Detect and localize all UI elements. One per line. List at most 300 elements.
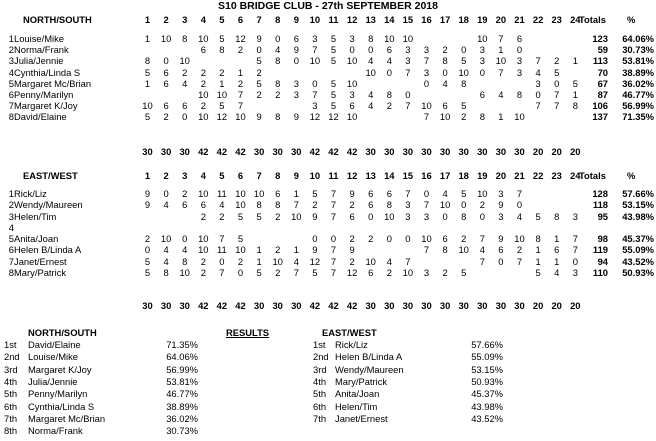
score-cell: 6 — [368, 199, 374, 211]
score-cell: 5 — [461, 55, 467, 67]
score-cell: 8 — [516, 89, 523, 100]
score-cell: 5 — [461, 266, 467, 278]
score-cell: 3 — [312, 33, 318, 44]
score-cell: 2 — [200, 210, 206, 222]
score-cell: 6 — [442, 100, 448, 112]
score-cell: 5 — [256, 210, 262, 222]
score-cell: 0 — [349, 44, 355, 56]
score-cell: 3 — [572, 210, 578, 222]
score-cell: 1 — [237, 66, 244, 78]
pair-percent: 64.06% — [622, 33, 654, 44]
score-cell: 8 — [219, 44, 225, 56]
score-cell: 9 — [293, 44, 299, 56]
score-cell: 7 — [405, 188, 411, 199]
score-cell: 9 — [293, 111, 299, 123]
top-score: 30 — [495, 300, 507, 311]
score-cell: 3 — [293, 77, 299, 89]
ns-result-name: Penny/Marilyn — [28, 388, 88, 400]
score-cell: 9 — [256, 111, 262, 123]
score-cell: 4 — [163, 244, 169, 256]
score-cell: 3 — [423, 66, 430, 78]
pair-total: 110 — [592, 266, 608, 278]
top-score: 30 — [477, 300, 488, 311]
score-cell: 10 — [514, 233, 525, 244]
row-number: 1 — [8, 188, 14, 199]
score-cell: 0 — [461, 44, 467, 56]
score-cell: 6 — [386, 188, 392, 199]
score-cell: 3 — [293, 89, 299, 100]
score-cell: 2 — [368, 233, 374, 244]
top-score: 30 — [421, 300, 432, 311]
score-cell: 1 — [498, 111, 504, 123]
ns-result-name: Louise/Mike — [28, 351, 79, 363]
score-cell: 5 — [144, 266, 151, 278]
score-cell: 10 — [384, 33, 395, 44]
score-cell: 2 — [182, 66, 188, 78]
ns-place: 4th — [4, 375, 18, 387]
score-cell: 3 — [498, 188, 504, 199]
pair-total: 98 — [597, 233, 608, 244]
score-cell: 2 — [200, 266, 206, 278]
round-header: 22 — [532, 14, 544, 25]
score-cell: 12 — [309, 111, 321, 123]
pair-name: Margaret Mc/Brian — [14, 77, 92, 89]
score-cell: 10 — [235, 199, 246, 211]
ew-result-name: Anita/Joan — [335, 388, 380, 400]
ns-result-percent: 38.89% — [166, 400, 198, 412]
score-cell: 1 — [293, 244, 299, 256]
score-cell: 5 — [461, 100, 467, 112]
score-cell: 4 — [293, 255, 299, 267]
score-cell: 0 — [256, 44, 262, 56]
round-header: 10 — [309, 170, 321, 181]
pair-total: 123 — [592, 33, 608, 44]
round-header: 3 — [182, 170, 188, 181]
row-number: 4 — [8, 66, 14, 78]
score-cell: 1 — [256, 255, 262, 267]
pair-total: 106 — [592, 100, 608, 112]
pair-percent: 71.35% — [622, 111, 654, 123]
percent-header: % — [627, 170, 636, 181]
row-number: 8 — [8, 111, 14, 123]
top-score: 42 — [198, 146, 209, 157]
score-cell: 2 — [349, 233, 355, 244]
score-cell: 1 — [554, 255, 560, 267]
score-cell: 5 — [330, 77, 337, 89]
top-score: 30 — [160, 146, 172, 157]
score-cell: 2 — [275, 266, 281, 278]
score-cell: 10 — [384, 210, 395, 222]
score-cell: 10 — [272, 255, 283, 267]
round-header: 21 — [514, 170, 525, 181]
score-cell: 2 — [479, 199, 485, 211]
score-cell: 10 — [198, 233, 209, 244]
score-cell: 3 — [349, 33, 355, 44]
ns-place: 1st — [4, 339, 17, 350]
round-header: 9 — [293, 14, 299, 25]
score-cell: 9 — [256, 33, 262, 44]
top-score: 30 — [253, 146, 265, 157]
score-cell: 0 — [237, 266, 244, 278]
score-cell: 0 — [572, 255, 578, 267]
round-header: 16 — [421, 170, 432, 181]
ew-place: 7th — [313, 412, 327, 424]
score-cell: 7 — [554, 89, 560, 100]
score-cell: 7 — [219, 266, 225, 278]
page-title: S10 BRIDGE CLUB - 27th SEPTEMBER 2018 — [218, 0, 438, 12]
row-number: 2 — [8, 199, 14, 211]
score-cell: 2 — [219, 210, 225, 222]
round-header: 22 — [532, 170, 544, 181]
section-header: EAST/WEST — [23, 170, 78, 181]
round-header: 5 — [219, 170, 225, 181]
score-cell: 2 — [256, 89, 262, 100]
score-cell: 6 — [498, 244, 504, 256]
pair-percent: 57.66% — [622, 188, 654, 199]
pair-name: Norma/Frank — [14, 44, 69, 56]
score-cell: 5 — [237, 233, 244, 244]
score-cell: 1 — [554, 233, 560, 244]
score-cell: 8 — [572, 100, 578, 112]
score-cell: 0 — [386, 233, 392, 244]
pair-percent: 53.81% — [622, 55, 654, 67]
score-cell: 10 — [179, 55, 190, 67]
score-cell: 9 — [144, 199, 151, 211]
pair-name: Helen/Tim — [14, 210, 57, 222]
round-header: 13 — [365, 14, 376, 25]
score-cell: 2 — [182, 188, 188, 199]
score-cell: 0 — [554, 77, 560, 89]
score-cell: 7 — [312, 89, 318, 100]
score-cell: 0 — [405, 89, 411, 100]
pair-name: Helen B/Linda A — [14, 244, 82, 256]
round-header: 17 — [439, 14, 451, 25]
row-number: 7 — [8, 255, 14, 267]
pair-total: 119 — [592, 244, 608, 256]
score-cell: 6 — [386, 44, 392, 56]
ew-result-percent: 43.98% — [471, 400, 503, 412]
ew-place: 3rd — [313, 363, 327, 375]
top-score: 20 — [551, 146, 562, 157]
ns-place: 6th — [4, 400, 18, 412]
score-cell: 4 — [368, 100, 374, 112]
score-cell: 10 — [179, 266, 190, 278]
score-cell: 0 — [163, 188, 169, 199]
score-cell: 6 — [349, 210, 355, 222]
score-cell: 10 — [365, 255, 376, 267]
score-cell: 3 — [498, 210, 504, 222]
row-number: 6 — [8, 244, 14, 256]
results-header: RESULTS — [226, 327, 270, 338]
ns-result-name: Cynthia/Linda S — [28, 400, 95, 412]
score-cell: 5 — [330, 44, 337, 56]
score-cell: 4 — [442, 77, 448, 89]
score-cell: 10 — [198, 89, 209, 100]
score-cell: 2 — [386, 100, 392, 112]
score-cell: 7 — [516, 188, 523, 199]
round-header: 1 — [144, 14, 151, 25]
score-cell: 5 — [219, 33, 225, 44]
round-header: 8 — [275, 170, 281, 181]
score-cell: 2 — [554, 55, 560, 67]
pair-name: Louise/Mike — [14, 33, 65, 44]
round-header: 2 — [163, 14, 169, 25]
score-cell: 10 — [309, 55, 321, 67]
ew-place: 6th — [313, 400, 327, 412]
score-cell: 6 — [368, 266, 374, 278]
round-header: 4 — [200, 170, 206, 181]
score-cell: 3 — [405, 199, 411, 211]
round-header: 17 — [439, 170, 451, 181]
row-number: 4 — [8, 221, 14, 233]
round-header: 6 — [237, 14, 244, 25]
score-cell: 3 — [516, 66, 523, 78]
score-cell: 10 — [346, 111, 358, 123]
score-cell: 2 — [461, 233, 467, 244]
pair-name: Rick/Liz — [14, 188, 47, 199]
score-cell: 6 — [182, 100, 188, 112]
score-cell: 7 — [330, 255, 337, 267]
pair-percent: 55.09% — [622, 244, 654, 256]
score-cell: 9 — [312, 244, 318, 256]
score-cell: 10 — [142, 100, 153, 112]
top-score: 30 — [142, 300, 153, 311]
ew-place: 5th — [313, 388, 327, 400]
ns-result-percent: 56.99% — [166, 363, 198, 375]
score-cell: 1 — [293, 188, 299, 199]
top-score: 30 — [291, 300, 302, 311]
round-header: 13 — [365, 170, 376, 181]
round-header: 19 — [477, 14, 488, 25]
score-cell: 7 — [479, 233, 485, 244]
row-number: 2 — [8, 44, 14, 56]
ns-result-percent: 53.81% — [166, 375, 198, 387]
score-cell: 0 — [368, 44, 374, 56]
round-header: 15 — [402, 170, 414, 181]
pair-name: Julia/Jennie — [14, 55, 64, 67]
score-cell: 2 — [349, 255, 355, 267]
pair-total: 95 — [597, 210, 608, 222]
score-cell: 5 — [330, 33, 337, 44]
score-cell: 0 — [516, 199, 523, 211]
top-score: 30 — [365, 146, 376, 157]
score-cell: 7 — [293, 266, 299, 278]
round-header: 8 — [275, 14, 281, 25]
score-cell: 6 — [293, 33, 299, 44]
ew-result-percent: 53.15% — [471, 363, 503, 375]
score-cell: 2 — [312, 199, 318, 211]
ns-place: 3rd — [4, 363, 18, 375]
score-cell: 8 — [275, 199, 281, 211]
score-cell: 0 — [330, 233, 337, 244]
score-cell: 2 — [349, 199, 355, 211]
round-header: 20 — [495, 170, 507, 181]
top-score: 20 — [532, 146, 544, 157]
round-header: 20 — [495, 14, 507, 25]
round-header: 11 — [328, 14, 339, 25]
ns-result-percent: 64.06% — [166, 351, 198, 363]
score-cell: 8 — [182, 33, 188, 44]
score-cell: 5 — [237, 210, 244, 222]
top-score: 20 — [570, 146, 581, 157]
score-cell: 10 — [402, 33, 414, 44]
ew-place: 1st — [313, 339, 326, 350]
score-cell: 4 — [219, 199, 225, 211]
pair-total: 67 — [597, 77, 608, 89]
row-number: 6 — [8, 89, 14, 100]
totals-header: Totals — [579, 170, 606, 181]
top-score: 20 — [532, 300, 544, 311]
pair-name: Janet/Ernest — [14, 255, 67, 267]
score-cell: 10 — [477, 188, 488, 199]
score-cell: 10 — [235, 188, 246, 199]
score-cell: 1 — [498, 44, 504, 56]
ew-result-percent: 43.52% — [471, 412, 503, 424]
score-cell: 6 — [368, 188, 374, 199]
score-cell: 2 — [442, 44, 448, 56]
score-cell: 8 — [368, 33, 374, 44]
score-cell: 8 — [442, 244, 448, 256]
score-cell: 3 — [349, 89, 355, 100]
ew-result-name: Mary/Patrick — [335, 375, 388, 387]
ns-result-name: Norma/Frank — [28, 425, 83, 437]
score-cell: 10 — [198, 33, 209, 44]
score-cell: 0 — [423, 188, 430, 199]
top-score: 30 — [495, 146, 507, 157]
score-cell: 2 — [200, 100, 206, 112]
score-cell: 8 — [442, 55, 448, 67]
row-number: 3 — [8, 210, 14, 222]
row-number: 5 — [8, 77, 14, 89]
score-cell: 0 — [498, 255, 504, 267]
pair-name: David/Elaine — [14, 111, 67, 123]
score-cell: 11 — [217, 188, 227, 199]
score-cell: 10 — [514, 111, 525, 123]
percent-header: % — [627, 14, 636, 25]
pair-name: Wendy/Maureen — [14, 199, 83, 211]
score-cell: 0 — [442, 66, 448, 78]
top-score: 30 — [439, 146, 451, 157]
ns-place: 7th — [4, 412, 18, 424]
round-header: 4 — [200, 14, 206, 25]
score-cell: 10 — [198, 244, 209, 256]
results-ns-header: NORTH/SOUTH — [28, 327, 97, 338]
score-cell: 1 — [572, 55, 578, 67]
score-cell: 8 — [461, 210, 467, 222]
score-cell: 2 — [219, 66, 225, 78]
score-cell: 7 — [330, 188, 337, 199]
score-cell: 10 — [495, 55, 507, 67]
score-cell: 0 — [293, 55, 299, 67]
top-score: 30 — [514, 300, 525, 311]
round-header: 6 — [237, 170, 244, 181]
row-number: 8 — [8, 266, 14, 278]
top-score: 42 — [198, 300, 209, 311]
score-cell: 3 — [479, 44, 485, 56]
top-score: 30 — [142, 146, 153, 157]
top-score: 30 — [253, 300, 265, 311]
score-cell: 8 — [386, 89, 392, 100]
score-cell: 10 — [160, 33, 172, 44]
score-cell: 3 — [405, 44, 411, 56]
ew-result-percent: 57.66% — [471, 339, 503, 350]
pair-percent: 50.93% — [622, 266, 654, 278]
round-header: 12 — [346, 170, 358, 181]
section-header: NORTH/SOUTH — [23, 14, 92, 25]
top-score: 42 — [216, 146, 228, 157]
score-cell: 7 — [572, 233, 578, 244]
score-cell: 0 — [461, 199, 467, 211]
score-cell: 2 — [275, 210, 281, 222]
score-cell: 10 — [216, 89, 228, 100]
score-cell: 10 — [235, 244, 246, 256]
score-cell: 7 — [312, 44, 318, 56]
score-cell: 4 — [498, 89, 504, 100]
top-score: 30 — [272, 146, 283, 157]
score-cell: 5 — [312, 188, 318, 199]
score-cell: 4 — [479, 244, 485, 256]
score-cell: 10 — [198, 111, 209, 123]
score-cell: 5 — [330, 89, 337, 100]
score-cell: 0 — [312, 233, 318, 244]
score-cell: 8 — [275, 77, 281, 89]
score-cell: 5 — [535, 210, 541, 222]
ns-result-name: David/Elaine — [28, 339, 81, 350]
score-cell: 5 — [572, 77, 578, 89]
score-cell: 7 — [498, 66, 504, 78]
top-score: 30 — [179, 300, 190, 311]
score-cell: 5 — [554, 66, 560, 78]
pair-percent: 38.89% — [622, 66, 654, 78]
score-cell: 10 — [291, 210, 302, 222]
round-header: 7 — [256, 14, 262, 25]
score-cell: 10 — [439, 199, 451, 211]
score-cell: 6 — [163, 66, 169, 78]
score-cell: 6 — [275, 188, 281, 199]
pair-name: Cynthia/Linda S — [14, 66, 81, 78]
score-cell: 8 — [275, 55, 281, 67]
top-score: 42 — [309, 146, 321, 157]
score-cell: 12 — [309, 255, 321, 267]
score-cell: 0 — [144, 244, 151, 256]
ew-result-name: Janet/Ernest — [335, 412, 388, 424]
ew-result-name: Helen/Tim — [335, 400, 378, 412]
score-cell: 5 — [461, 188, 467, 199]
score-cell: 3 — [405, 210, 411, 222]
round-header: 15 — [402, 14, 414, 25]
score-cell: 6 — [554, 244, 560, 256]
round-header: 7 — [256, 170, 262, 181]
top-score: 30 — [160, 300, 172, 311]
score-cell: 7 — [237, 89, 244, 100]
score-cell: 7 — [479, 255, 485, 267]
score-cell: 10 — [198, 188, 209, 199]
score-cell: 5 — [330, 100, 337, 112]
score-cell: 10 — [160, 233, 172, 244]
ew-place: 2nd — [313, 351, 329, 363]
score-cell: 0 — [479, 66, 485, 78]
row-number: 7 — [8, 100, 14, 112]
score-cell: 3 — [572, 266, 578, 278]
score-cell: 2 — [200, 77, 206, 89]
score-cell: 0 — [405, 233, 411, 244]
score-cell: 2 — [442, 266, 448, 278]
score-cell: 10 — [235, 111, 246, 123]
score-cell: 3 — [423, 44, 430, 56]
score-cell: 9 — [498, 199, 504, 211]
score-cell: 7 — [423, 55, 430, 67]
round-header: 18 — [458, 170, 469, 181]
